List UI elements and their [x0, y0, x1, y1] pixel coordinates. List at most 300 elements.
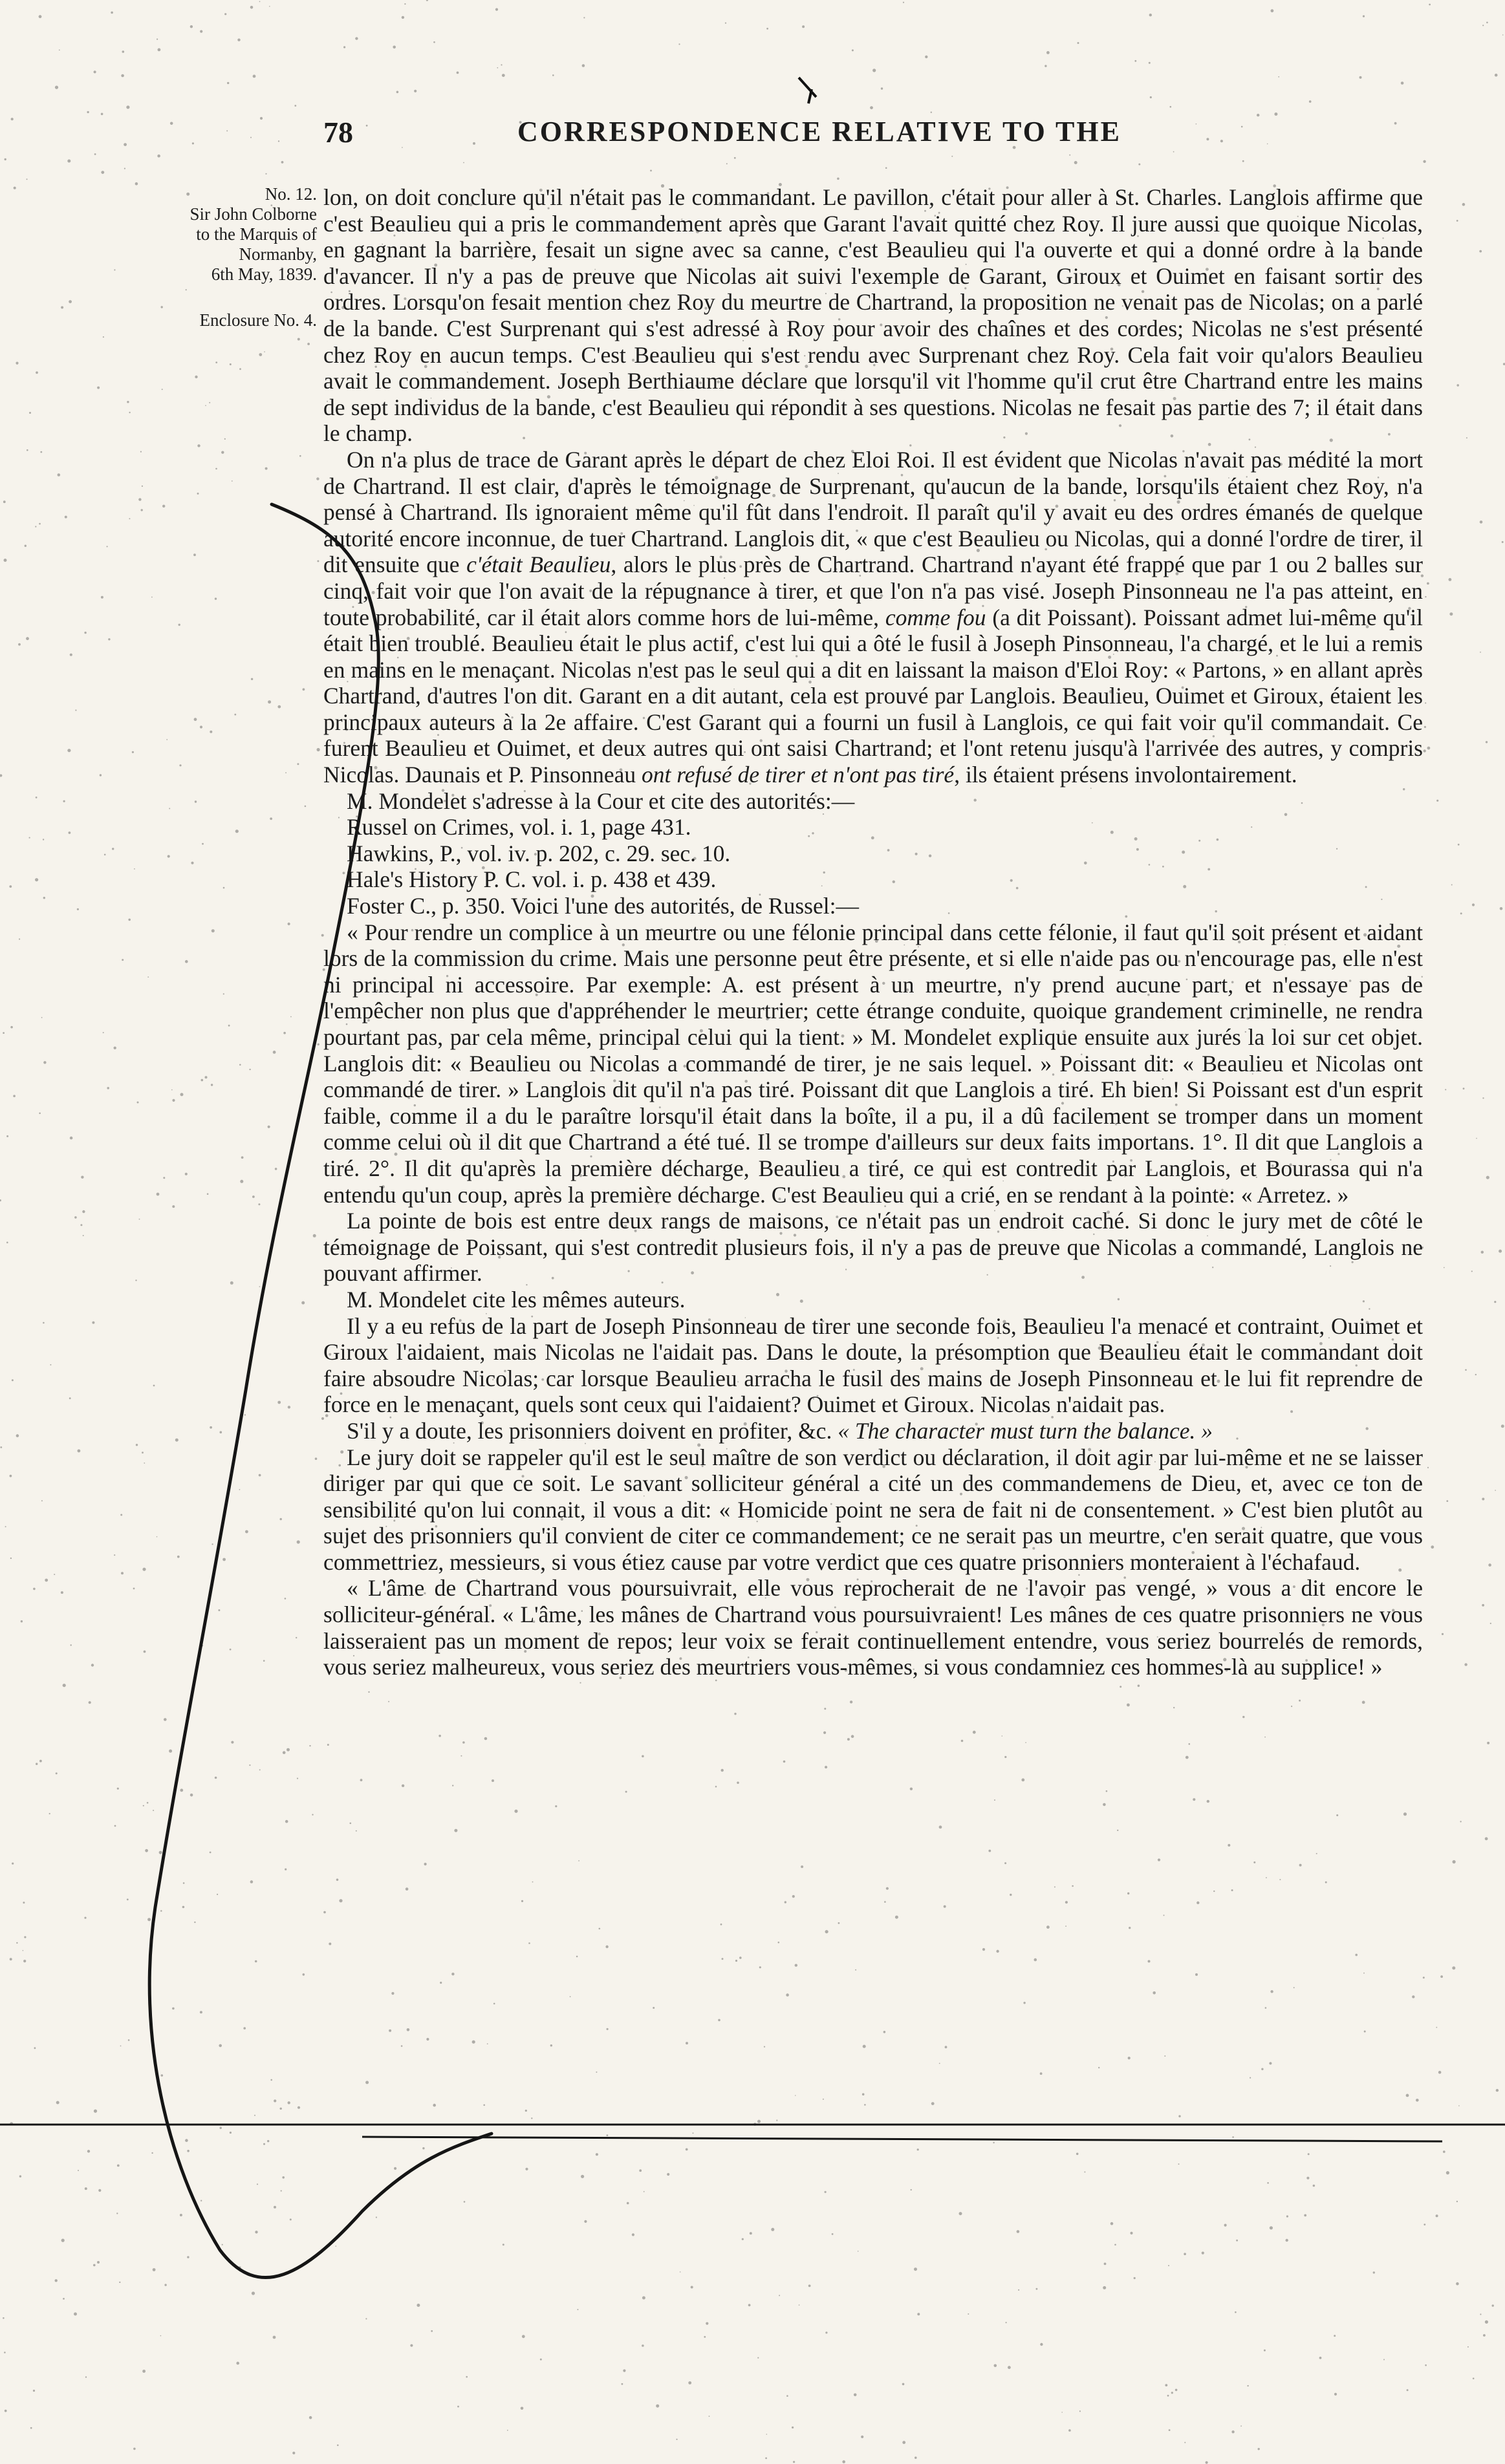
speckle-dot: [1103, 1803, 1106, 1806]
speckle-dot: [625, 1791, 627, 1793]
speckle-dot: [1423, 1977, 1425, 1978]
speckle-dot: [285, 1820, 288, 1823]
speckle-dot: [1008, 2366, 1011, 2369]
speckle-dot: [197, 493, 199, 495]
speckle-dot: [160, 2335, 162, 2337]
speckle-dot: [337, 2445, 339, 2447]
speckle-dot: [164, 2284, 166, 2286]
speckle-dot: [3, 1032, 5, 1034]
speckle-dot: [584, 2220, 587, 2223]
speckle-dot: [1054, 1887, 1056, 1888]
speckle-dot: [1076, 2153, 1079, 2156]
speckle-dot: [1165, 2384, 1167, 2386]
speckle-dot: [235, 830, 239, 833]
speckle-dot: [1065, 1925, 1066, 1927]
speckle-dot: [318, 1044, 319, 1045]
speckle-dot: [642, 2297, 645, 2300]
speckle-dot: [288, 923, 290, 925]
speckle-dot: [1232, 2136, 1234, 2138]
speckle-dot: [1106, 1790, 1108, 1792]
speckle-dot: [1148, 1960, 1151, 1963]
citation: Foster C., p. 350. Voici l'une des autorités, de Russel:—: [347, 893, 859, 919]
body-text: [323, 184, 1423, 1680]
speckle-dot: [121, 74, 124, 78]
speckle-dot: [297, 763, 299, 765]
speckle-dot: [1253, 1861, 1255, 1863]
speckle-dot: [78, 1450, 81, 1453]
speckle-dot: [1046, 51, 1050, 54]
speckle-dot: [129, 518, 130, 519]
speckle-dot: [336, 1879, 339, 1881]
speckle-dot: [793, 2461, 795, 2463]
speckle-dot: [605, 1945, 608, 1948]
speckle-dot: [87, 111, 89, 113]
speckle-dot: [287, 1748, 290, 1752]
speckle-dot: [101, 113, 103, 116]
speckle-dot: [265, 173, 266, 175]
speckle-dot: [1103, 2286, 1106, 2289]
speckle-dot: [41, 1500, 43, 1501]
speckle-dot: [426, 0, 428, 1]
speckle-dot: [166, 739, 168, 740]
speckle-dot: [0, 1199, 1, 1201]
speckle-dot: [993, 2142, 994, 2143]
speckle-dot: [1294, 1987, 1295, 1988]
speckle-dot: [157, 1193, 160, 1196]
speckle-dot: [222, 1558, 226, 1561]
speckle-dot: [487, 2043, 488, 2044]
speckle-dot: [1110, 2222, 1114, 2225]
speckle-dot: [1129, 1927, 1131, 1929]
speckle-dot: [484, 1737, 488, 1741]
emphasis: comme fou: [885, 604, 986, 630]
speckle-dot: [1319, 2357, 1322, 2359]
speckle-dot: [939, 1826, 942, 1829]
speckle-dot: [144, 1462, 145, 1464]
speckle-dot: [1490, 1623, 1491, 1624]
speckle-dot: [410, 2344, 413, 2347]
speckle-dot: [1466, 437, 1467, 438]
speckle-dot: [143, 1805, 144, 1806]
speckle-dot: [252, 2291, 255, 2295]
speckle-dot: [84, 632, 86, 634]
speckle-dot: [1224, 2224, 1227, 2227]
speckle-dot: [721, 1769, 724, 1772]
speckle-dot: [69, 1397, 71, 1399]
speckle-dot: [19, 938, 20, 939]
speckle-dot: [285, 772, 287, 773]
speckle-dot: [426, 2038, 429, 2041]
speckle-dot: [1451, 884, 1453, 886]
speckle-dot: [1436, 2214, 1438, 2217]
speckle-dot: [124, 168, 125, 169]
speckle-dot: [1184, 2253, 1186, 2255]
speckle-dot: [1492, 2304, 1494, 2306]
speckle-dot: [704, 2336, 706, 2338]
speckle-dot: [58, 473, 61, 477]
speckle-dot: [230, 1649, 232, 1651]
speckle-dot: [265, 467, 268, 470]
speckle-dot: [5, 1526, 6, 1527]
speckle-dot: [801, 1865, 803, 1868]
ink-mark-top: [799, 78, 816, 103]
speckle-dot: [244, 1414, 246, 1415]
speckle-dot: [255, 1960, 257, 1963]
speckle-dot: [825, 2191, 827, 2193]
speckle-dot: [973, 1731, 976, 1734]
speckle-dot: [55, 86, 58, 89]
speckle-dot: [35, 878, 38, 881]
speckle-dot: [579, 1682, 581, 1684]
speckle-dot: [3, 2317, 5, 2319]
speckle-dot: [540, 2359, 542, 2361]
speckle-dot: [1266, 1877, 1267, 1878]
speckle-dot: [27, 449, 28, 451]
speckle-dot: [187, 2256, 189, 2258]
speckle-dot: [688, 2381, 691, 2384]
speckle-dot: [5, 2410, 7, 2412]
speckle-dot: [988, 1850, 991, 1852]
speckle-dot: [6, 1241, 8, 1243]
speckle-dot: [77, 908, 79, 910]
speckle-dot: [1460, 1821, 1461, 1822]
speckle-dot: [463, 162, 464, 164]
speckle-dot: [275, 1168, 277, 1170]
speckle-dot: [1202, 2252, 1204, 2255]
speckle-dot: [138, 498, 141, 500]
speckle-dot: [33, 2390, 35, 2392]
speckle-dot: [596, 2072, 597, 2073]
speckle-dot: [93, 2264, 96, 2267]
speckle-dot: [163, 1177, 165, 1179]
speckle-dot: [133, 2448, 136, 2450]
speckle-dot: [43, 839, 44, 840]
speckle-dot: [1004, 1756, 1006, 1758]
speckle-dot: [153, 2268, 156, 2271]
speckle-dot: [1286, 2239, 1288, 2242]
speckle-dot: [823, 1731, 826, 1734]
speckle-dot: [215, 1777, 217, 1779]
speckle-dot: [417, 2304, 420, 2307]
speckle-dot: [1458, 844, 1460, 846]
speckle-dot: [1231, 2430, 1234, 2433]
speckle-dot: [298, 338, 300, 341]
speckle-dot: [1403, 1812, 1407, 1816]
speckle-dot: [1364, 2031, 1366, 2033]
speckle-dot: [1286, 2215, 1288, 2217]
speckle-dot: [915, 2457, 917, 2459]
speckle-dot: [36, 797, 38, 798]
speckle-dot: [39, 15, 42, 18]
speckle-dot: [1463, 1087, 1465, 1089]
speckle-dot: [317, 748, 320, 751]
speckle-dot: [1480, 2313, 1481, 2315]
speckle-dot: [850, 1700, 852, 1703]
speckle-dot: [83, 1235, 84, 1236]
speckle-dot: [260, 117, 263, 120]
speckle-dot: [1006, 2322, 1007, 2323]
speckle-dot: [67, 749, 70, 752]
speckle-dot: [259, 1, 261, 3]
speckle-dot: [147, 1918, 151, 1921]
speckle-dot: [355, 37, 358, 39]
speckle-dot: [1034, 1958, 1037, 1962]
speckle-dot: [914, 2267, 917, 2271]
speckle-dot: [766, 28, 768, 30]
speckle-dot: [129, 412, 130, 413]
speckle-dot: [1306, 2177, 1309, 2180]
speckle-dot: [205, 1076, 208, 1078]
speckle-dot: [457, 72, 459, 74]
speckle-dot: [55, 2279, 58, 2282]
speckle-dot: [144, 1651, 146, 1653]
speckle-dot: [599, 1928, 601, 1930]
speckle-dot: [439, 1735, 441, 1737]
speckle-dot: [5, 158, 6, 160]
speckle-dot: [133, 1588, 135, 1590]
speckle-dot: [1207, 1800, 1209, 1803]
speckle-dot: [10, 1475, 12, 1477]
speckle-dot: [84, 1917, 86, 1919]
speckle-dot: [1010, 1894, 1012, 1896]
speckle-dot: [825, 2331, 827, 2333]
speckle-dot: [1308, 2153, 1310, 2155]
speckle-dot: [270, 817, 272, 820]
speckle-dot: [268, 700, 271, 703]
speckle-dot: [288, 1406, 290, 1408]
speckle-dot: [122, 50, 125, 53]
speckle-dot: [294, 105, 296, 107]
speckle-dot: [765, 2458, 767, 2459]
page-number: 78: [323, 116, 353, 149]
speckle-dot: [808, 2285, 811, 2287]
speckle-dot: [838, 1922, 840, 1924]
speckle-dot: [282, 2176, 285, 2179]
speckle-dot: [1473, 2377, 1475, 2379]
speckle-dot: [103, 336, 104, 337]
speckle-dot: [501, 64, 502, 65]
speckle-dot: [931, 112, 932, 113]
speckle-dot: [299, 455, 301, 457]
speckle-dot: [1359, 76, 1362, 79]
speckle-dot: [220, 2127, 222, 2129]
speckle-dot: [433, 2104, 436, 2107]
speckle-dot: [825, 1930, 828, 1933]
speckle-dot: [153, 1810, 154, 1811]
speckle-dot: [1440, 1975, 1443, 1978]
speckle-dot: [1250, 2077, 1251, 2079]
paragraph: La pointe de bois est entre deux rangs de maisons, ce n'était pas un endroit caché. Si donc le jury met de côté le témoignage de Poissant, qui s'est contredit plusieurs fois, il n'y a pas de preuve que Nicolas a commandé, Langlois ne pouvant affirmer.: [323, 1208, 1423, 1287]
speckle-dot: [65, 516, 67, 519]
speckle-dot: [632, 2233, 634, 2236]
citation: Hawkins, P., vol. iv. p. 202, c. 29. sec. 10.: [347, 840, 731, 866]
speckle-dot: [885, 167, 887, 169]
speckle-dot: [313, 1234, 316, 1237]
speckle-dot: [158, 48, 161, 52]
speckle-dot: [217, 1894, 218, 1895]
speckle-dot: [1040, 2343, 1043, 2346]
speckle-dot: [147, 1802, 149, 1804]
speckle-dot: [422, 2147, 424, 2149]
speckle-dot: [195, 376, 197, 378]
speckle-dot: [254, 2115, 255, 2116]
paragraph: M. Mondelet cite les mêmes auteurs.: [347, 1286, 686, 1312]
speckle-dot: [994, 2364, 997, 2368]
speckle-dot: [317, 560, 319, 562]
margin-note-line: No. 12.: [265, 184, 317, 204]
speckle-dot: [1235, 2311, 1237, 2313]
speckle-dot: [94, 70, 96, 73]
speckle-dot: [1482, 1604, 1484, 1607]
speckle-dot: [870, 106, 873, 109]
speckle-dot: [902, 2441, 905, 2444]
speckle-dot: [656, 2405, 659, 2408]
speckle-dot: [1068, 2429, 1071, 2432]
speckle-dot: [1425, 702, 1426, 703]
speckle-dot: [521, 2407, 524, 2410]
speckle-dot: [1036, 2288, 1038, 2290]
speckle-dot: [1138, 1685, 1140, 1687]
speckle-dot: [1486, 1176, 1489, 1179]
speckle-dot: [190, 1794, 193, 1797]
speckle-dot: [104, 854, 106, 856]
speckle-dot: [296, 1637, 297, 1638]
margin-note-enclosure: Enclosure No. 4.: [199, 310, 317, 330]
speckle-dot: [759, 1966, 761, 1968]
speckle-dot: [1061, 2412, 1063, 2413]
speckle-dot: [151, 597, 153, 598]
speckle-dot: [1316, 1853, 1317, 1854]
paragraph: Il y a eu refus de la part de Joseph Pinsonneau de tirer une seconde fois, Beaulieu l'a menacé et contraint, Ouimet et Giroux l'aidaient, mais Nicolas ne l'aidait pas. Dans le doute, la présomption que Beaulieu était le commandant doit faire absoudre Nicolas; car lorsque Beaulieu arracha le fusil des mains de Joseph Pinsonneau et le lui fit reprendre de force en le menaçant, quels sont ceux qui l'aidaient? Ouimet et Giroux. Nicolas n'aidait pas.: [323, 1312, 1423, 1418]
speckle-dot: [1325, 1881, 1327, 1883]
speckle-dot: [172, 1205, 175, 1208]
speckle-dot: [194, 718, 197, 721]
margin-note: [103, 184, 317, 330]
speckle-dot: [1178, 2115, 1180, 2117]
speckle-dot: [492, 1779, 494, 1782]
speckle-dot: [183, 1882, 185, 1884]
speckle-dot: [1309, 100, 1312, 103]
speckle-dot: [483, 2105, 485, 2106]
margin-note-line: 6th May, 1839.: [211, 264, 317, 284]
page-header: [323, 115, 1468, 160]
speckle-dot: [720, 1923, 722, 1925]
speckle-dot: [274, 2099, 276, 2102]
speckle-dot: [903, 2, 904, 3]
speckle-dot: [128, 2039, 130, 2041]
speckle-dot: [1098, 2067, 1099, 2068]
speckle-dot: [237, 39, 240, 41]
speckle-dot: [288, 2101, 290, 2104]
speckle-dot: [1494, 1301, 1496, 1303]
speckle-dot: [1496, 2089, 1499, 2092]
speckle-dot: [864, 2104, 866, 2106]
speckle-dot: [1456, 384, 1459, 387]
speckle-dot: [1456, 2282, 1459, 2286]
speckle-dot: [207, 1193, 209, 1195]
speckle-dot: [182, 1906, 185, 1909]
speckle-dot: [917, 2148, 919, 2150]
speckle-dot: [1084, 2171, 1085, 2172]
running-title: CORRESPONDENCE RELATIVE TO THE: [517, 116, 1121, 147]
speckle-dot: [221, 451, 224, 454]
speckle-dot: [290, 2218, 292, 2220]
speckle-dot: [1153, 1991, 1156, 1995]
speckle-dot: [855, 1969, 856, 1971]
speckle-dot: [1362, 1701, 1365, 1704]
speckle-dot: [576, 1956, 578, 1958]
speckle-dot: [119, 2282, 120, 2283]
speckle-dot: [70, 1644, 72, 1645]
speckle-dot: [863, 2045, 866, 2048]
speckle-dot: [10, 1958, 12, 1960]
speckle-dot: [1104, 2263, 1107, 2266]
speckle-dot: [1134, 60, 1136, 62]
speckle-dot: [240, 1180, 243, 1183]
speckle-dot: [607, 2134, 609, 2136]
speckle-dot: [433, 41, 435, 43]
speckle-dot: [968, 2313, 969, 2315]
speckle-dot: [134, 868, 135, 870]
speckle-dot: [739, 1956, 742, 1959]
speckle-dot: [735, 1960, 737, 1962]
speckle-dot: [211, 1084, 213, 1086]
speckle-dot: [180, 1789, 183, 1792]
speckle-dot: [132, 751, 134, 753]
speckle-dot: [771, 2228, 774, 2231]
speckle-dot: [307, 343, 310, 345]
speckle-dot: [301, 1302, 305, 1305]
speckle-dot: [1195, 1973, 1198, 1976]
speckle-dot: [164, 1718, 167, 1721]
speckle-dot: [264, 351, 265, 352]
speckle-dot: [170, 122, 173, 125]
speckle-dot: [303, 688, 305, 691]
speckle-dot: [200, 30, 202, 33]
speckle-dot: [194, 1922, 195, 1923]
margin-note-line: Sir John Colborne: [189, 204, 317, 224]
speckle-dot: [94, 2110, 97, 2113]
speckle-dot: [764, 2046, 765, 2048]
speckle-dot: [91, 1664, 94, 1666]
speckle-dot: [1264, 2350, 1266, 2352]
speckle-dot: [388, 1701, 389, 1702]
speckle-dot: [742, 2238, 744, 2240]
speckle-dot: [1424, 2223, 1425, 2225]
speckle-dot: [851, 1735, 854, 1738]
speckle-dot: [4, 559, 7, 562]
speckle-dot: [552, 74, 554, 76]
speckle-dot: [253, 75, 256, 78]
speckle-dot: [239, 2266, 241, 2269]
speckle-dot: [757, 2120, 761, 2123]
speckle-dot: [39, 1760, 42, 1762]
speckle-dot: [525, 2168, 528, 2170]
speckle-dot: [101, 596, 103, 599]
speckle-dot: [97, 2261, 100, 2264]
speckle-dot: [1242, 1716, 1244, 1718]
speckle-dot: [1228, 1844, 1230, 1847]
speckle-dot: [1264, 1737, 1266, 1738]
speckle-dot: [220, 1431, 222, 1433]
paragraph: M. Mondelet s'adresse à la Cour et cite des autorités:—: [347, 787, 855, 814]
speckle-dot: [277, 1401, 281, 1404]
speckle-dot: [69, 831, 71, 834]
speckle-dot: [35, 526, 36, 527]
speckle-dot: [43, 1322, 45, 1324]
speckle-dot: [74, 2313, 77, 2316]
speckle-dot: [263, 1660, 265, 1662]
